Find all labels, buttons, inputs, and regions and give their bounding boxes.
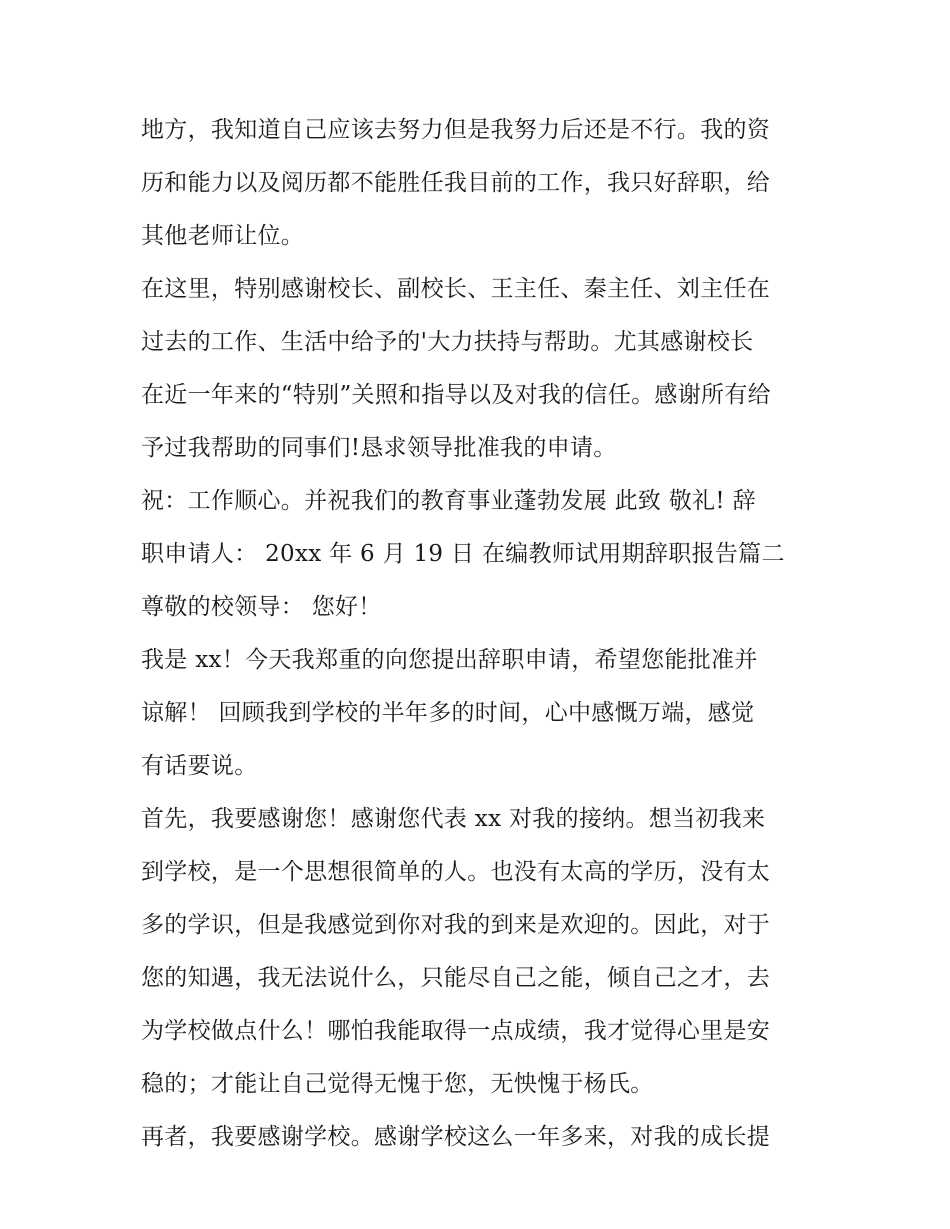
text-line: 予过我帮助的同事们!恳求领导批准我的申请。 <box>141 435 617 461</box>
text-line: 尊敬的校领导： 您好！ <box>141 594 382 620</box>
text-line: 地方，我知道自己应该去努力但是我努力后还是不行。我的资 <box>141 117 771 143</box>
text-line: 过去的工作、生活中给予的'大力扶持与帮助。尤其感谢校长 <box>141 329 754 355</box>
text-line: 其他老师让位。 <box>141 223 305 249</box>
text-line: 您的知遇，我无法说什么，只能尽自己之能，倾自己之才，去 <box>141 965 771 991</box>
text-line: 在近一年来的“特别”关照和指导以及对我的信任。感谢所有给 <box>141 382 771 408</box>
text-line: 稳的；才能让自己觉得无愧于您，无怏愧于杨氏。 <box>141 1071 654 1097</box>
text-line: 谅解！ 回顾我到学校的半年多的时间，心中感慨万端，感觉 <box>141 700 755 726</box>
text-line: 历和能力以及阅历都不能胜任我目前的工作，我只好辞职，给 <box>141 170 771 196</box>
body-text <box>141 104 821 1164</box>
text-line: 祝：工作顺心。并祝我们的教育事业蓬勃发展 此致 敬礼! 辞 <box>141 488 756 514</box>
text-line: 职申请人： 20xx 年 6 月 19 日 在编教师试用期辞职报告篇二 <box>141 541 785 567</box>
text-line: 为学校做点什么！哪怕我能取得一点成绩，我才觉得心里是安 <box>141 1018 771 1044</box>
text-line: 首先，我要感谢您！感谢您代表 xx 对我的接纳。想当初我来 <box>141 806 766 832</box>
text-line: 有话要说。 <box>141 753 258 779</box>
text-line: 在这里，特别感谢校长、副校长、王主任、秦主任、刘主任在 <box>141 276 771 302</box>
text-line: 到学校，是一个思想很简单的人。也没有太高的学历，没有太 <box>141 859 771 885</box>
text-line: 多的学识，但是我感觉到你对我的到来是欢迎的。因此，对于 <box>141 912 771 938</box>
text-line: 我是 xx！今天我郑重的向您提出辞职申请，希望您能批准并 <box>141 647 758 673</box>
text-line: 再者，我要感谢学校。感谢学校这么一年多来，对我的成长提 <box>141 1124 771 1150</box>
